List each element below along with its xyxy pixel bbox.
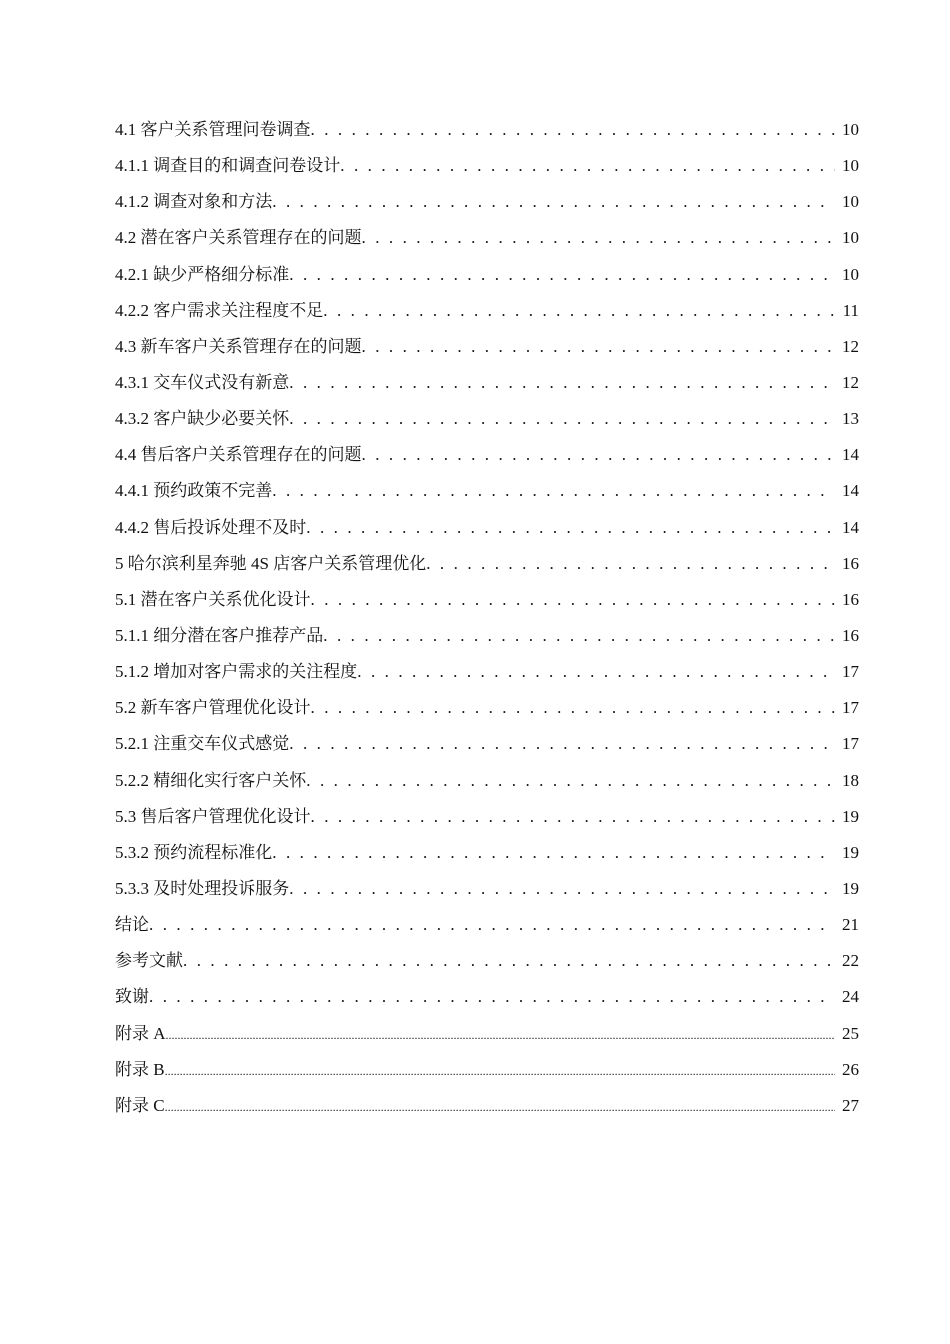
toc-entry-title: 4.1 客户关系管理问卷调查 (115, 120, 311, 139)
toc-entry-page: 13 (842, 409, 859, 429)
toc-leader-dots (357, 658, 835, 686)
toc-entry[interactable] (115, 405, 859, 441)
toc-entry-page: 17 (842, 662, 859, 682)
toc-leader-dots (272, 477, 835, 505)
toc-entry[interactable] (115, 911, 859, 947)
toc-entry-title: 5 哈尔滨利星奔驰 4S 店客户关系管理优化 (115, 553, 427, 573)
toc-entry[interactable] (115, 369, 859, 405)
toc-entry-title: 附录 A (115, 1023, 166, 1043)
toc-leader-dots (289, 369, 835, 397)
toc-entry-title: 4.4 售后客户关系管理存在的问题 (115, 445, 362, 465)
toc-leader-dots (311, 116, 836, 144)
toc-entry-page: 17 (842, 734, 859, 754)
toc-entry[interactable] (115, 586, 859, 622)
toc-leader-dots (426, 550, 835, 578)
toc-entry-page: 16 (842, 553, 859, 573)
toc-entry-title: 4.1.2 调查对象和方法 (115, 192, 273, 212)
toc-entry-title: 4.4.1 预约政策不完善 (115, 481, 273, 501)
toc-leader-dots (323, 297, 835, 325)
toc-leader-dots (311, 694, 836, 722)
toc-leader-dots (272, 839, 835, 867)
toc-entry-page: 12 (842, 336, 859, 356)
toc-entry[interactable] (115, 875, 859, 911)
toc-entry-page: 14 (842, 445, 859, 465)
toc-entry-title: 4.2 潜在客户关系管理存在的问题 (115, 228, 362, 248)
toc-leader-dots (289, 261, 835, 289)
toc-entry-title: 5.2.2 精细化实行客户关怀 (115, 770, 307, 790)
toc-entry-page: 18 (842, 770, 859, 790)
toc-entry-page: 17 (842, 698, 859, 718)
toc-entry-title: 结论 (115, 915, 149, 935)
toc-leader-dots (362, 333, 836, 361)
toc-leader-dots (340, 152, 835, 180)
toc-leader-dots (165, 1093, 835, 1121)
toc-entry-page: 19 (842, 878, 859, 898)
toc-entry-title: 致谢 (115, 987, 149, 1007)
toc-entry-title: 5.3 售后客户管理优化设计 (115, 806, 311, 826)
toc-leader-dots (149, 983, 835, 1011)
toc-entry-page: 19 (842, 842, 859, 862)
toc-entry[interactable] (115, 730, 859, 766)
toc-entry-page: 10 (842, 228, 859, 248)
toc-entry[interactable] (115, 477, 859, 513)
toc-leader-dots (183, 947, 835, 975)
toc-leader-dots (272, 188, 835, 216)
toc-entry-page: 11 (842, 300, 859, 320)
toc-entry[interactable] (115, 694, 859, 730)
toc-entry-title: 5.2 新车客户管理优化设计 (115, 698, 311, 718)
toc-leader-dots (311, 803, 836, 831)
toc-entry[interactable] (115, 116, 859, 152)
toc-entry[interactable] (115, 767, 859, 803)
toc-entry-title: 附录 B (115, 1059, 165, 1079)
toc-entry-page: 21 (842, 915, 859, 935)
toc-entry-title: 4.1.1 调查目的和调查问卷设计 (115, 156, 341, 176)
toc-entry[interactable] (115, 803, 859, 839)
toc-entry-title: 5.3.2 预约流程标准化 (115, 842, 273, 862)
toc-entry-page: 12 (842, 372, 859, 392)
toc-leader-dots (306, 514, 835, 542)
toc-leader-dots (362, 441, 836, 469)
toc-entry-title: 5.1.2 增加对客户需求的关注程度 (115, 662, 358, 682)
toc-entry[interactable] (115, 839, 859, 875)
toc-entry-title: 5.3.3 及时处理投诉服务 (115, 878, 290, 898)
toc-entry-page: 14 (842, 481, 859, 501)
toc-entry-title: 4.2.2 客户需求关注程度不足 (115, 300, 324, 320)
toc-entry[interactable] (115, 622, 859, 658)
toc-leader-dots (165, 1057, 835, 1085)
toc-entry[interactable] (115, 188, 859, 224)
toc-entry-page: 10 (842, 120, 859, 139)
toc-entry[interactable] (115, 1092, 859, 1128)
toc-entry-page: 27 (842, 1095, 859, 1115)
toc-entry[interactable] (115, 550, 859, 586)
toc-leader-dots (362, 224, 836, 252)
toc-entry-title: 4.2.1 缺少严格细分标准 (115, 264, 290, 284)
toc-entry-title: 5.1.1 细分潜在客户推荐产品 (115, 625, 324, 645)
toc-entry-title: 4.3.1 交车仪式没有新意 (115, 372, 290, 392)
toc-entry-page: 19 (842, 806, 859, 826)
toc-entry-title: 4.4.2 售后投诉处理不及时 (115, 517, 307, 537)
toc-leader-dots (289, 730, 835, 758)
toc-entry-page: 16 (842, 625, 859, 645)
toc-entry[interactable] (115, 1020, 859, 1056)
toc-entry[interactable] (115, 514, 859, 550)
toc-entry[interactable] (115, 658, 859, 694)
toc-entry-page: 10 (842, 156, 859, 176)
toc-entry-page: 26 (842, 1059, 859, 1079)
toc-entry[interactable] (115, 983, 859, 1019)
toc-entry-title: 4.3 新车客户关系管理存在的问题 (115, 336, 362, 356)
toc-entry-title: 4.3.2 客户缺少必要关怀 (115, 409, 290, 429)
toc-entry-title: 附录 C (115, 1095, 165, 1115)
toc-leader-dots (311, 586, 836, 614)
toc-entry-title: 5.2.1 注重交车仪式感觉 (115, 734, 290, 754)
toc-entry[interactable] (115, 297, 859, 333)
toc-entry[interactable] (115, 152, 859, 188)
toc-leader-dots (149, 911, 835, 939)
toc-entry-page: 10 (842, 264, 859, 284)
toc-entry[interactable] (115, 261, 859, 297)
table-of-contents (115, 116, 859, 1128)
toc-entry-title: 参考文献 (115, 951, 183, 971)
toc-leader-dots (289, 405, 835, 433)
toc-entry-page: 10 (842, 192, 859, 212)
toc-leader-dots (289, 875, 835, 903)
toc-entry-title: 5.1 潜在客户关系优化设计 (115, 589, 311, 609)
toc-entry-page: 16 (842, 589, 859, 609)
toc-leader-dots (306, 767, 835, 795)
toc-entry[interactable] (115, 441, 859, 477)
toc-entry-page: 14 (842, 517, 859, 537)
toc-entry[interactable] (115, 224, 859, 260)
toc-entry[interactable] (115, 947, 859, 983)
toc-leader-dots (166, 1021, 835, 1049)
toc-entry-page: 25 (842, 1023, 859, 1043)
toc-entry[interactable] (115, 333, 859, 369)
toc-entry-page: 22 (842, 951, 859, 971)
toc-entry[interactable] (115, 1056, 859, 1092)
toc-leader-dots (323, 622, 835, 650)
toc-entry-page: 24 (842, 987, 859, 1007)
